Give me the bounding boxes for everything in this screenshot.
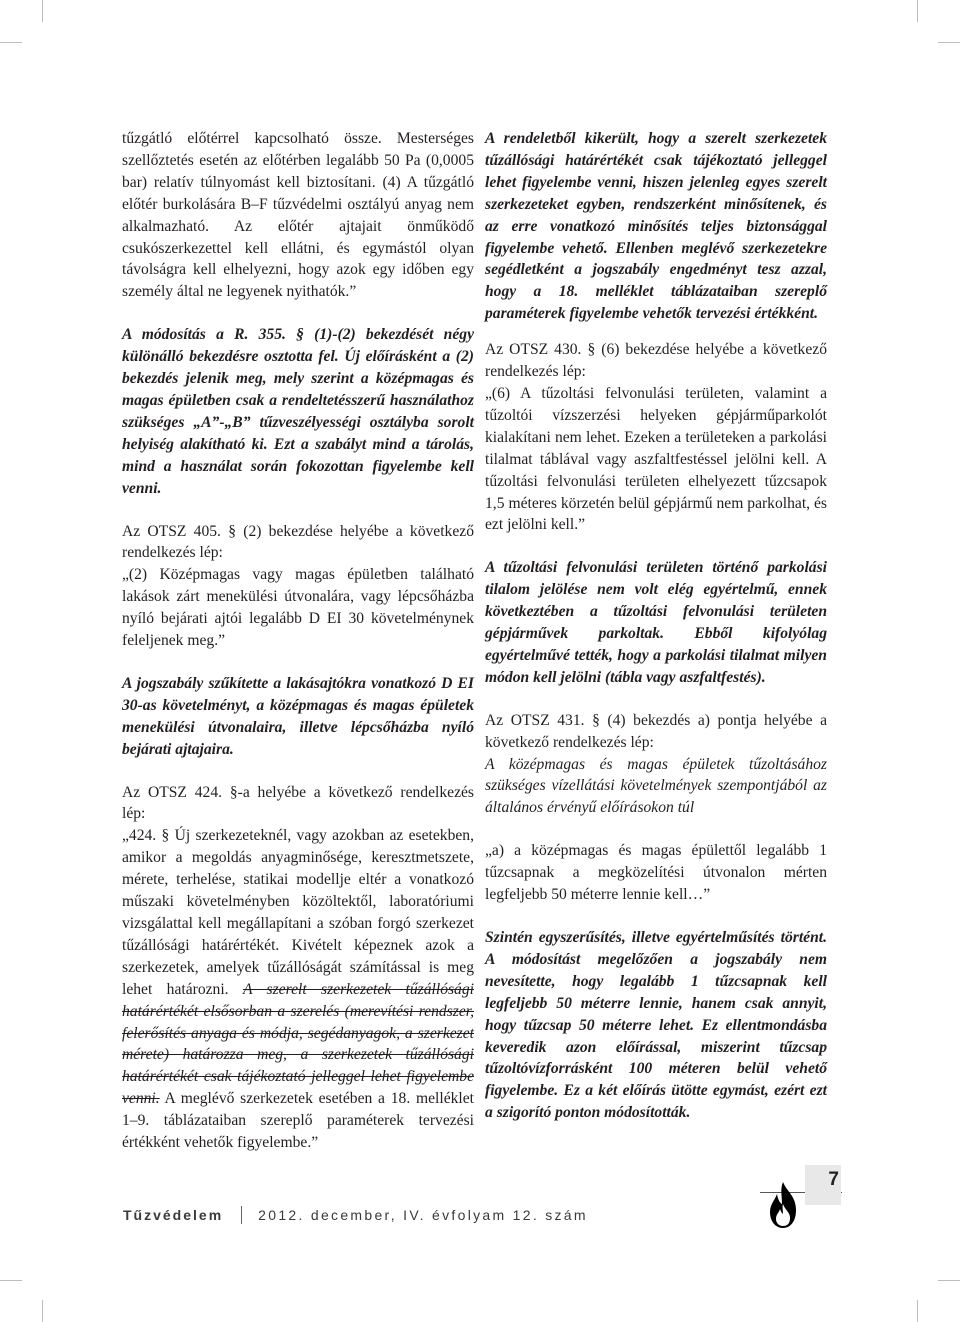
crop-mark-top-left-h: [0, 42, 22, 43]
page-number: 7: [805, 1165, 841, 1205]
crop-mark-top-right-v: [917, 0, 918, 22]
left-otsz-424-intro: Az OTSZ 424. §-a helyébe a következő rendelkezés lép:: [122, 783, 474, 823]
crop-mark-bottom-right-h: [938, 1280, 960, 1281]
left-otsz-405-intro: Az OTSZ 405. § (2) bekezdése helyébe a következő rendelkezés lép:: [122, 522, 474, 562]
crop-mark-bottom-left-v: [42, 1300, 43, 1322]
left-paragraph-1: tűzgátló előtérrel kapcsolható össze. Mesterséges szellőztetés esetén az előtérben legalább 50 Pa (0,0005 bar) relatív túlnyomást kell biztosítani. (4) A tűzgátló előtér burkolására B–F tűzvédelmi osztályú anyag nem alkalmazható. Az előtér ajtajait önműködő csukószerkezettel kell ellátni, és egymástól olyan távolságra kell elhelyezni, hogy azok egy időben egy személy által ne legyenek nyithatók.”: [122, 130, 474, 301]
crop-mark-bottom-right-v: [917, 1300, 918, 1322]
footer-issue: 2012. december, IV. évfolyam 12. szám: [258, 1207, 588, 1223]
left-column: [122, 128, 474, 1154]
otsz-424-struck-text: A szerelt szerkezetek tűzállósági határértékét elsősorban a szerelés (merevítési rendszer, felerősítés anyaga és módja, segédanyagok, a szerkezet mérete) határozza meg, a szerkezetek tűzállósági határértékét csak tájékoztató jelleggel lehet figyelembe venni.: [122, 980, 474, 1108]
right-commentary-2: A tűzoltási felvonulási területen történő parkolási tilalom jelölése nem volt elég egyértelmű, ennek következtében a tűzoltási felvonulási területen gépjárművek parkoltak. Ebből kifolyólag egyértelművé tették, hogy a parkolási tilalmat milyen módon kell jelölni (tábla vagy aszfaltfestés).: [485, 559, 827, 686]
right-commentary-3: Szintén egyszerűsítés, illetve egyértelműsítés történt. A módosítást megelőzően a jogszabály nem nevesítette, hogy legalább 1 tűzcsapnak kell legfeljebb 50 méterre lennie, hanem csak annyit, hogy tűzcsap 50 méterre lehet. Ez ellentmondásba keveredik azon előírással, miszerint tűzcsap tűzoltóvízforrásként 100 méteren belül vehető figyelembe. Ez a két előírás ütötte egymást, ezért ezt a szigorító ponton módosították.: [485, 929, 827, 1122]
otsz-424-text: „424. § Új szerkezeteknél, vagy azokban az esetekben, amikor a megoldás anyagminősége, keresztmetszete, mérete, terhelése, statikai modellje eltér a vonatkozó műszaki követelményben közöltektől, laboratóriumi vizsgálattal kell megállapítani a szóban forgó szerkezet tűzállósági határértékét. Kivételt képeznek azok a szerkezetek, amelyek tűzállóságát számítással is meg lehet határozni.: [122, 827, 474, 998]
left-otsz-405-quote: „(2) Középmagas vagy magas épületben található lakások zárt menekülési útvonalára, vagy lépcsőházba nyíló bejárati ajtói legalább D EI 30 követelménynek feleljenek meg.”: [122, 566, 474, 650]
crop-mark-top-right-h: [938, 42, 960, 43]
left-commentary-1: A módosítás a R. 355. § (1)-(2) bekezdését négy különálló bekezdésre osztotta fel. Új előírásként a (2) bekezdés jelenik meg, mely szerint a középmagas és magas épületben csak a rendeltetésszerű használathoz szükséges „A”-„B” tűzveszélyességi osztályba sorolt helyiség alakítható ki. Ezt a szabályt mind a tárolás, mind a használat során fokozottan figyelembe kell venni.: [122, 326, 474, 497]
crop-mark-top-left-v: [42, 0, 43, 22]
otsz-424-text-end: A meglévő szerkezetek esetében a 18. melléklet 1–9. táblázataiban szereplő paraméterek tervezési értékként vehetők figyelembe.”: [122, 1090, 474, 1152]
right-otsz-431-italic: A középmagas és magas épületek tűzoltásához szükséges vízellátási követelmények szempontjából az általános érvényű előírásokon túl: [485, 755, 827, 817]
crop-mark-bottom-left-h: [0, 1280, 22, 1281]
footer-separator: [241, 1206, 242, 1224]
right-commentary-1: A rendeletből kikerült, hogy a szerelt szerkezetek tűzállósági határértékét csak tájékoztató jelleggel lehet figyelembe venni, hiszen jelenleg egyes szerelt szerkezeteket egyben, rendszerként minősítenek, és az erre vonatkozó minősítés teljes biztonsággal figyelembe vehető. Ellenben meglévő szerkezetekre segédletként a jogszabály engedményt tesz azzal, hogy a 18. melléklet táblázataiban szereplő paraméterek figyelembe vehetők tervezési értékként.: [485, 130, 827, 323]
right-otsz-430-quote: „(6) A tűzoltási felvonulási területen, valamint a tűzoltói vízszerzési helyeken gépjárműparkolót kialakítani nem lehet. Ezeken a területeken a parkolási tilalmat táblával vagy aszfaltfestéssel jelölni kell. A tűzoltási felvonulási területen elhelyezett tűzcsapok 1,5 méteres körzetén belül gépjármű nem parkolhat, és ezt jelölni kell.”: [485, 384, 827, 534]
right-column: [485, 128, 827, 1124]
flame-icon: [760, 1178, 806, 1232]
left-commentary-2: A jogszabály szűkítette a lakásajtókra vonatkozó D EI 30-as követelményt, a középmagas és magas épületek menekülési útvonalaira, illetve lépcsőházba nyíló bejárati ajtajaira.: [122, 674, 474, 758]
footer-brand: Tűzvédelem: [123, 1207, 224, 1223]
footer: [123, 1203, 588, 1227]
right-otsz-430-intro: Az OTSZ 430. § (6) bekezdése helyébe a következő rendelkezés lép:: [485, 341, 827, 381]
right-otsz-431-intro: Az OTSZ 431. § (4) bekezdés a) pontja helyébe a következő rendelkezés lép:: [485, 711, 827, 751]
right-otsz-431-quote: „a) a középmagas és magas épülettől legalább 1 tűzcsapnak a megközelítési útvonalon mérten legfeljebb 50 méterre lennie kell…”: [485, 842, 827, 904]
left-otsz-424-body: [122, 825, 474, 1154]
